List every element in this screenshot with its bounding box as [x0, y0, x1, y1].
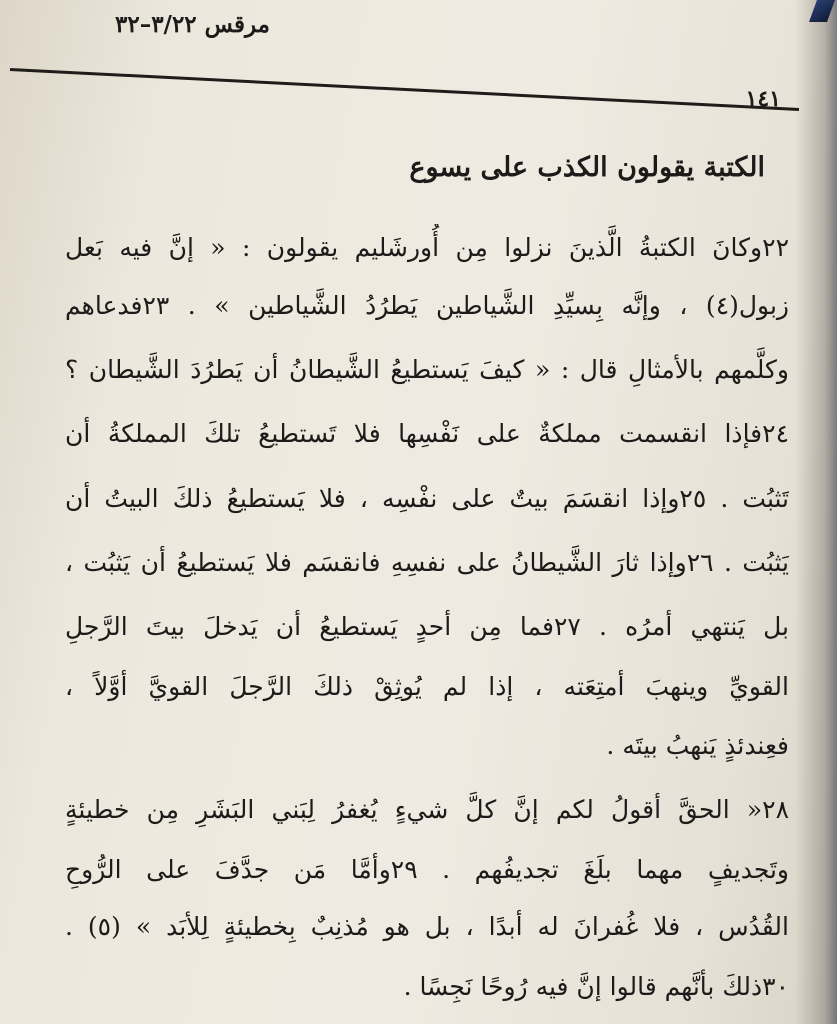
text-line: ٢٢وكانَ الكتبةُ الَّذينَ نزلوا مِن أُورشَليم يقولون : « إنَّ فيه بَعل [65, 233, 789, 262]
text-line: وتَجديفٍ مهما بلَغَ تجديفُهم . ٢٩وأمَّا مَن جدَّفَ على الرُّوحِ [65, 855, 789, 884]
text-line: القويِّ وينهبَ أمتِعَته ، إذا لم يُوثِقْ ذلكَ الرَّجلَ القويَّ أوَّلاً ، [65, 672, 789, 701]
text-line: تَثبُت . ٢٥وإذا انقسَمَ بيتٌ على نفْسِه ، فلا يَستطيعُ ذلكَ البيتُ أن [65, 484, 789, 513]
header-rule [10, 68, 799, 111]
page-edge-shadow [795, 0, 837, 1024]
text-line: ٢٨« الحقَّ أقولُ لكم إنَّ كلَّ شيءٍ يُغفرُ لِبَني البَشَرِ مِن خطيئةٍ [65, 795, 789, 824]
text-line: القُدُس ، فلا غُفرانَ له أبدًا ، بل هو مُذنِبٌ بِخطيئةٍ لِلأبَد » (٥) . [65, 912, 789, 941]
text-line: بل يَنتهي أمرُه . ٢٧فما مِن أحدٍ يَستطيعُ أن يَدخلَ بيتَ الرَّجلِ [65, 612, 789, 641]
text-line: زبول(٤) ، وإنَّه بِسيِّدِ الشَّياطين يَطرُدُ الشَّياطين » . ٢٣فدعاهم [65, 291, 789, 320]
text-line: ٢٤فإذا انقسمت مملكةٌ على نَفْسِها فلا تَستطيعُ تلكَ المملكةُ أن [65, 419, 789, 448]
page-number: ١٤١ [745, 86, 781, 112]
text-line: يَثبُت . ٢٦وإذا ثارَ الشَّيطانُ على نفسِهِ فانقسَم فلا يَستطيعُ أن يَثبُت ، [65, 548, 789, 577]
text-line: ٣٠ذلكَ بأنَّهم قالوا إنَّ فيه رُوحًا نَجِسًا . [403, 972, 789, 1001]
section-title: الكتبة يقولون الكذب على يسوع [409, 152, 765, 183]
text-line: فعِندئذٍ يَنهبُ بيتَه . [606, 731, 789, 760]
text-line: وكلَّمهم بالأمثالِ قال : « كيفَ يَستطيعُ الشَّيطانُ أن يَطرُدَ الشَّيطان ؟ [65, 355, 789, 384]
running-title: مرقس ٣/٢٢–٣٢ [114, 11, 270, 38]
